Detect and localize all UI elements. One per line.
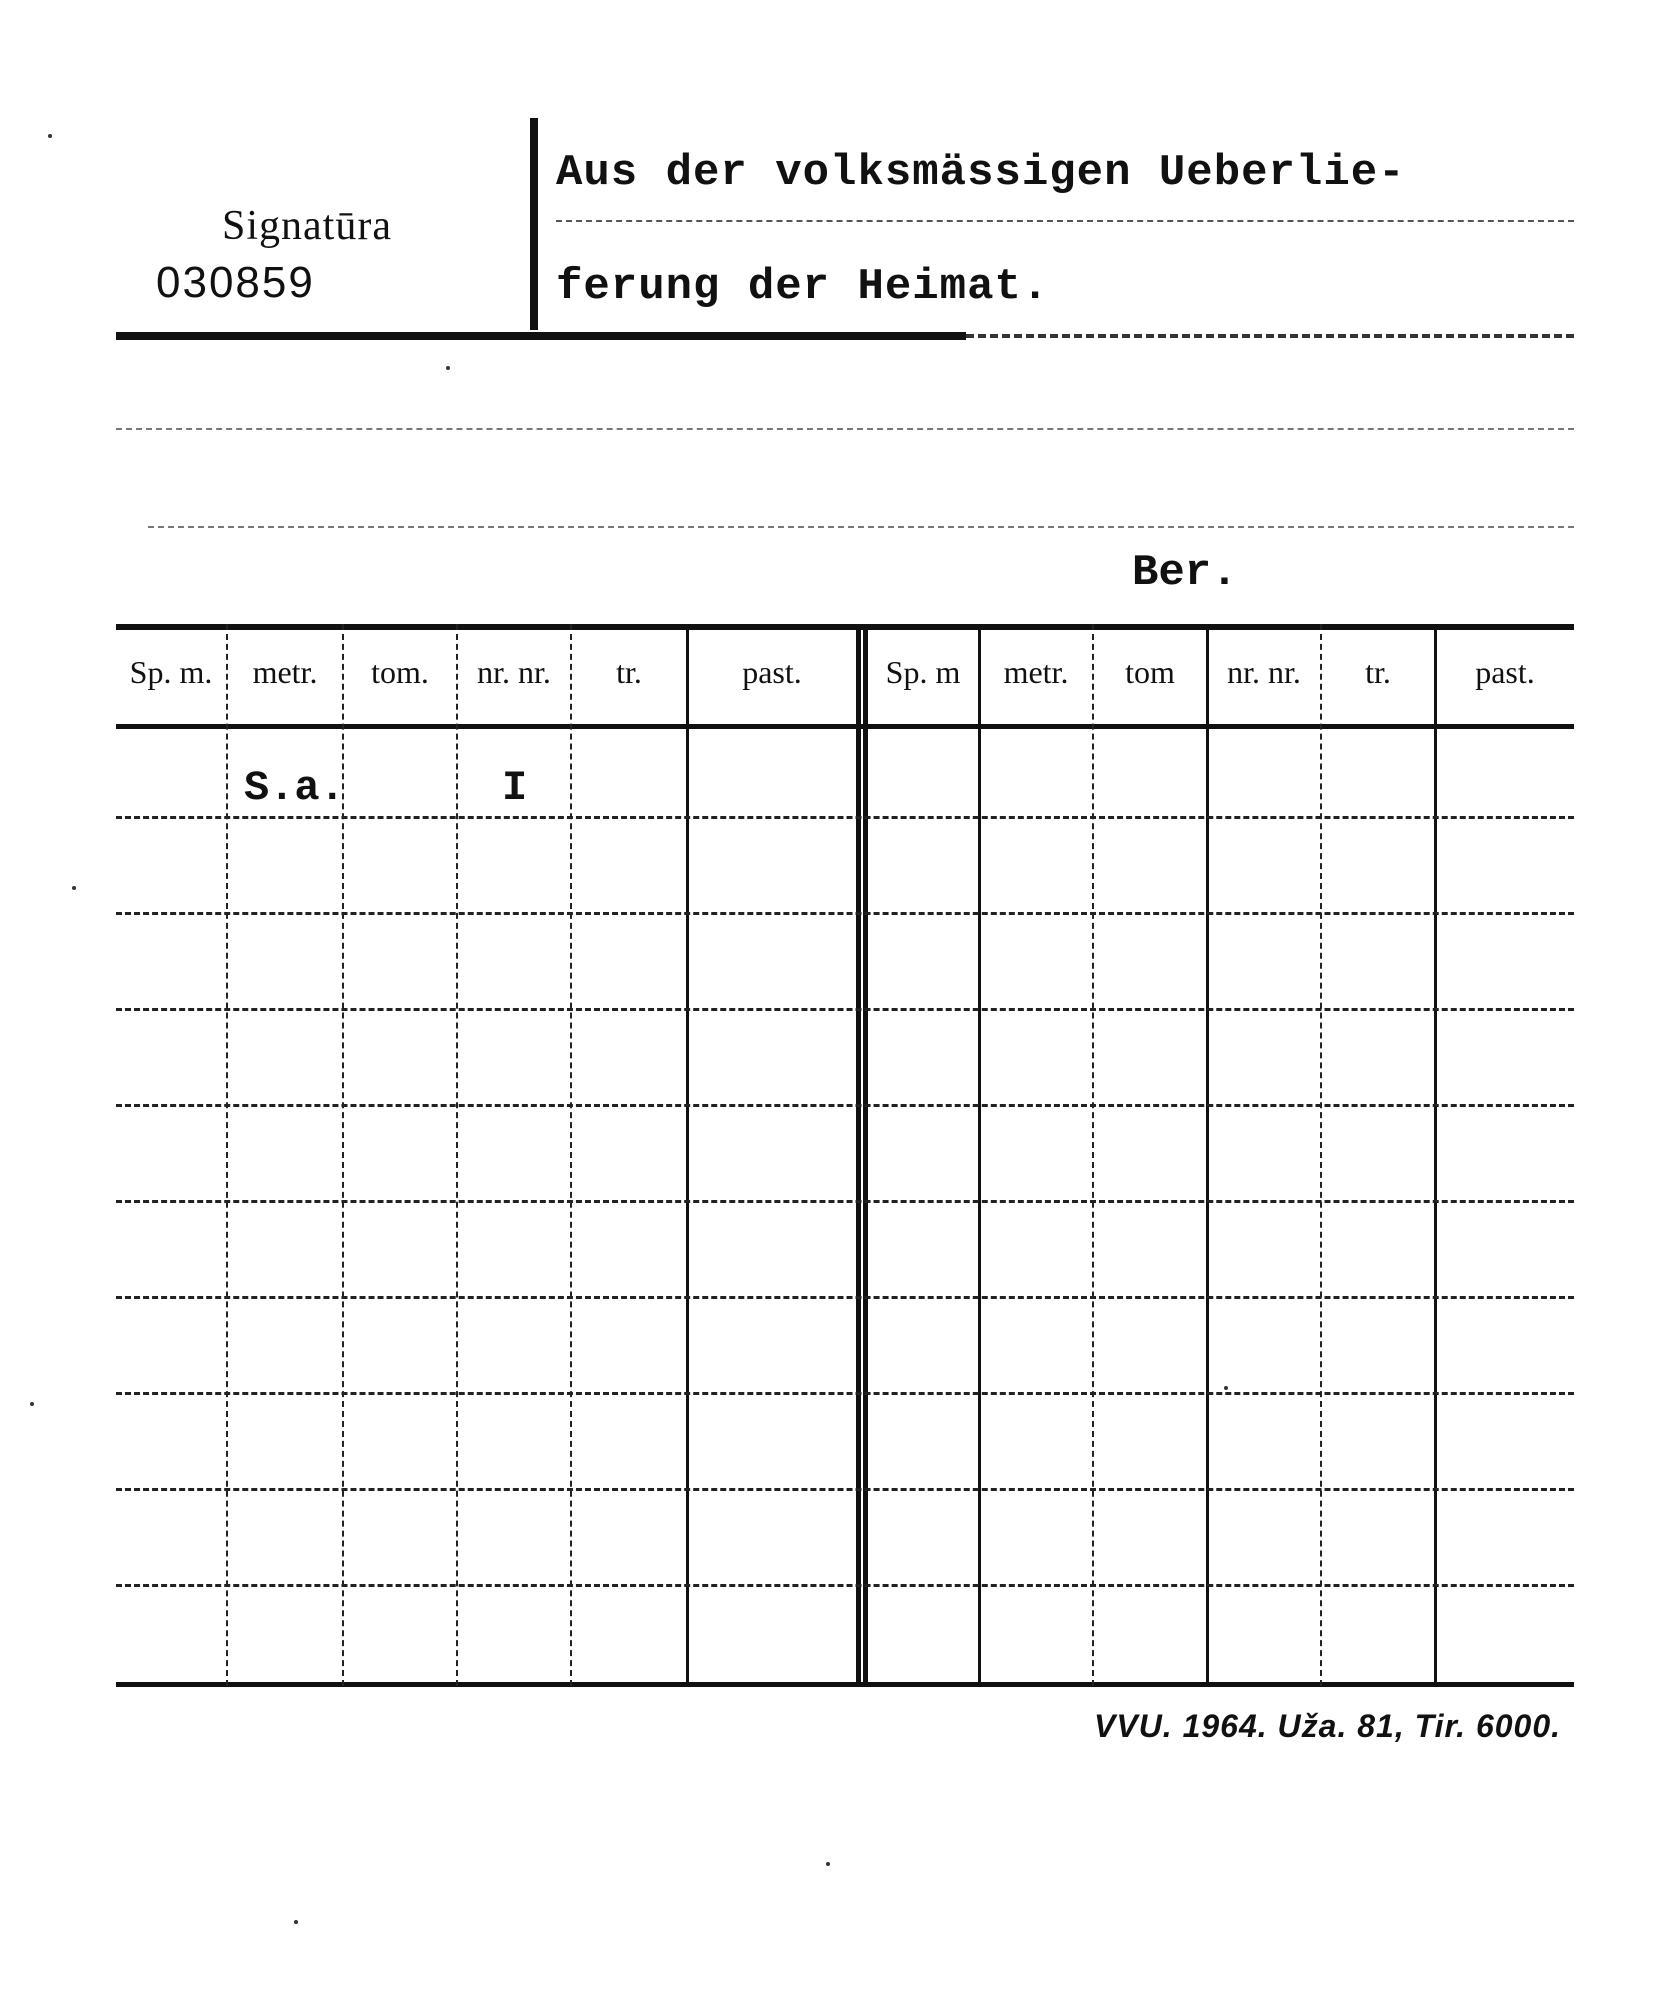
column-divider [1092,624,1094,1686]
header-tr: tr. [616,654,642,690]
header-nr-nr: nr. nr. [1227,654,1301,690]
table-row-rule [116,1200,1574,1203]
abbreviation-label: Ber. [1132,548,1238,598]
scan-speck [30,1402,34,1406]
column-divider [1320,624,1322,1686]
header-sp-m: Sp. m. [129,654,213,690]
table-row-rule [116,1008,1574,1011]
scan-speck [446,366,450,370]
header-bottom-rule [116,332,966,340]
header-divider [530,118,538,330]
title-line-1: Aus der volksmässigen Ueberlie- [556,148,1406,198]
scan-speck [72,886,76,890]
print-note: VVU. 1964. Uža. 81, Tir. 6000. [1094,1708,1562,1744]
table-row-rule [116,912,1574,915]
header-metr: metr. [1003,654,1069,690]
column-divider [686,624,689,1686]
scan-speck [826,1862,830,1866]
header-tom: tom. [371,654,429,690]
signature-number: 030859 [156,258,315,307]
title-rule [556,220,1574,222]
scan-speck [1224,1386,1228,1390]
header-bottom-rule-dashed [966,334,1574,338]
table-top-rule [116,624,1574,630]
table-row-rule [116,1488,1574,1491]
register-table [116,624,1574,1688]
column-divider [570,624,572,1686]
header-sp-m: Sp. m [885,654,961,690]
header-metr: metr. [252,654,318,690]
header-nr-nr: nr. nr. [477,654,551,690]
column-divider [978,624,981,1686]
table-row-rule [116,816,1574,819]
header-past: past. [1475,654,1535,690]
table-bottom-rule [116,1682,1574,1687]
scan-speck [48,134,52,138]
header-tr: tr. [1365,654,1391,690]
column-divider [1206,624,1209,1686]
title-line-2: ferung der Heimat. [556,262,1050,312]
table-center-double-rule [856,624,868,1686]
table-row-rule [116,1104,1574,1107]
column-divider [456,624,458,1686]
header-past: past. [742,654,802,690]
table-row-rule [116,1296,1574,1299]
column-divider [1434,624,1437,1686]
cell-metr: S.a. [244,764,345,812]
table-row-rule [116,1392,1574,1395]
scan-speck [294,1920,298,1924]
cell-nr: I [502,764,528,812]
table-row-rule [116,1584,1574,1587]
column-divider [226,624,228,1686]
header-tom: tom [1125,654,1175,690]
blank-line [116,428,1574,430]
blank-line [148,526,1574,528]
signature-label: Signatūra [222,203,392,249]
table-header-rule [116,724,1574,729]
